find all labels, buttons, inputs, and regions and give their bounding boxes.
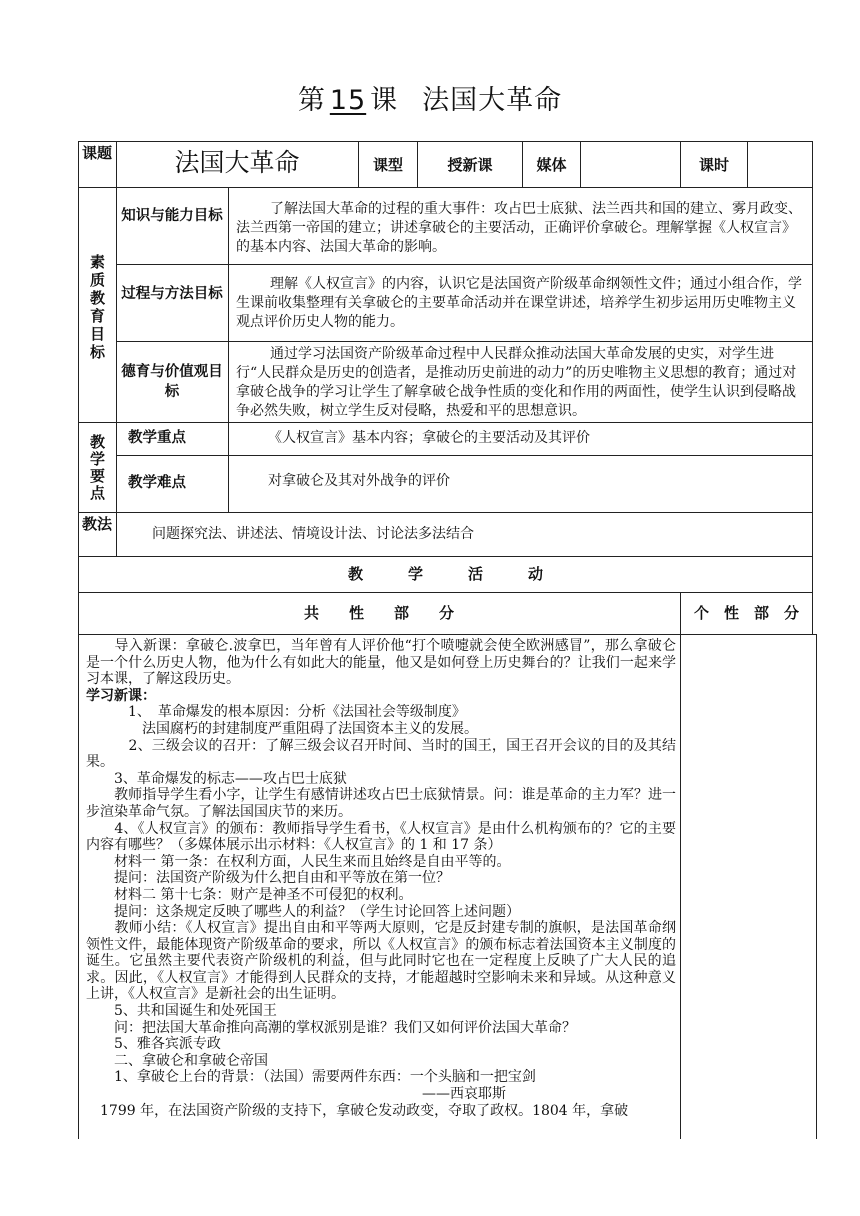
method-label: 教法 [81, 515, 112, 533]
topic-label: 课题 [81, 144, 112, 162]
type-value: 授新课 [447, 156, 493, 174]
individual-header: 个 性 部 分 [693, 604, 799, 622]
type-label: 课型 [372, 156, 403, 174]
objective-label-process: 过程与方法目标 [121, 286, 223, 302]
lesson-body [86, 638, 676, 1119]
difficulty-text: 对拿破仑及其对外战争的评价 [268, 473, 450, 489]
focus-label: 教学重点 [128, 430, 186, 446]
body-line: 二、拿破仑和拿破仑帝国 [86, 1052, 268, 1069]
difficulty-label: 教学难点 [128, 475, 186, 491]
body-line: 导入新课：拿破仑.波拿巴，当年曾有人评价他“打个喷嚏就会使全欧洲感冒”，那么拿破仑是一个什么历史人物，他为什么有如此大的能量，他又是如何登上历史舞台的？让我们一起来学习本课，了解这段历史。 [86, 638, 676, 688]
body-line: 4、《人权宣言》的颁布：教师指导学生看书，《人权宣言》是由什么机构颁布的？它的主要内容有哪些？（多媒体展示出示材料：《人权宣言》的 1 和 17 条） [86, 820, 676, 854]
body-line: 5、共和国诞生和处死国王 [86, 1003, 277, 1020]
topic-value: 法国大革命 [174, 148, 300, 177]
page-title [0, 78, 860, 117]
focus-text: 《人权宣言》基本内容；拿破仑的主要活动及其评价 [268, 430, 590, 446]
body-line: 教师指导学生看小字，让学生有感情讲述攻占巴士底狱情景。问：谁是革命的主力军？进一步渲染革命气氛。了解法国国庆节的来历。 [86, 787, 676, 820]
keypoints-section-label: 教学要点 [88, 434, 106, 502]
objective-text-process: 理解《人权宣言》的内容，认识它是法国资产阶级革命纲领性文件；通过小组合作，学生课前收集整理有关拿破仑的主要革命活动并在课堂讲述，培养学生初步运用历史唯物主义观点评价历史人物的能力。 [236, 276, 802, 330]
body-line: 教师小结：《人权宣言》提出自由和平等两大原则，它是反封建专制的旗帜，是法国革命纲领性文件，最能体现资产阶级革命的要求，所以《人权宣言》的颁布标志着法国资本主义制度的诞生。它虽然主要代表资产阶级机的利益，但与此同时它也在一定程度上反映了广大人民的追求。因此，《人权宣言》才能得到人民群众的支持，才能超越时空影响未来和异域。从这种意义上讲，《人权宣言》是新社会的出生证明。 [86, 920, 676, 1003]
body-line: ——西哀耶斯 [86, 1086, 506, 1103]
body-line: 问：把法国大革命推向高潮的掌权派别是谁？我们又如何评价法国大革命？ [86, 1019, 576, 1036]
body-line: 1、拿破仑上台的背景：（法国）需要两件东西：一个头脑和一把宝剑 [86, 1069, 536, 1086]
objective-text-knowledge: 了解法国大革命的过程的重大事件：攻占巴士底狱、法兰西共和国的建立、雾月政变、法兰西第一帝国的建立；讲述拿破仑的主要活动，正确评价拿破仑。理解掌握《人权宣言》的基本内容、法国大革命的影响。 [236, 201, 802, 255]
body-line: 2、三级会议的召开：了解三级会议召开时间、当时的国王，国王召开会议的目的及其结果。 [86, 737, 676, 771]
body-line: 5、雅各宾派专政 [86, 1036, 221, 1053]
objective-label-knowledge: 知识与能力目标 [121, 208, 223, 224]
objectives-section-label: 素质教育目标 [88, 254, 106, 362]
activity-header: 教 学 活 动 [347, 565, 543, 583]
body-line: 1799 年，在法国资产阶级的支持下，拿破仑发动政变，夺取了政权。1804 年，拿破 [86, 1102, 629, 1119]
body-line: 学习新课： [86, 687, 156, 704]
method-text: 问题探究法、讲述法、情境设计法、讨论法多法结合 [152, 526, 474, 542]
lesson-name: 法国大革命 [422, 85, 563, 116]
lesson-number: 15 [329, 85, 367, 116]
body-line: 1、 革命爆发的根本原因：分析《法国社会等级制度》 [86, 704, 466, 721]
hours-label: 课时 [698, 156, 729, 174]
objective-label-values: 德育与价值观目标 [121, 364, 223, 400]
title-prefix: 第 [297, 85, 326, 116]
common-header: 共 性 部 分 [303, 604, 454, 622]
title-suffix: 课 [370, 85, 399, 116]
body-line: 3、革命爆发的标志——攻占巴士底狱 [86, 770, 347, 787]
body-line: 材料一 第一条：在权利方面，人民生来而且始终是自由平等的。 [86, 853, 511, 870]
body-line: 法国腐朽的封建制度严重阻碍了法国资本主义的发展。 [86, 720, 478, 737]
media-label: 媒体 [536, 156, 567, 174]
objective-text-values: 通过学习法国资产阶级革命过程中人民群众推动法国大革命发展的史实，对学生进行“人民群众是历史的创造者，是推动历史前进的动力”的历史唯物主义思想的教育；通过对拿破仑战争的学习让学生了解拿破仑战争性质的变化和作用的两面性，使学生认识到侵略战争必然失败，树立学生反对侵略，热爱和平的思想意识。 [236, 346, 797, 419]
body-line: 提问：法国资产阶级为什么把自由和平等放在第一位？ [86, 870, 450, 887]
body-line: 提问：这条规定反映了哪些人的利益？（学生讨论回答上述问题） [86, 903, 520, 920]
body-line: 材料二 第十七条：财产是神圣不可侵犯的权利。 [86, 886, 413, 903]
